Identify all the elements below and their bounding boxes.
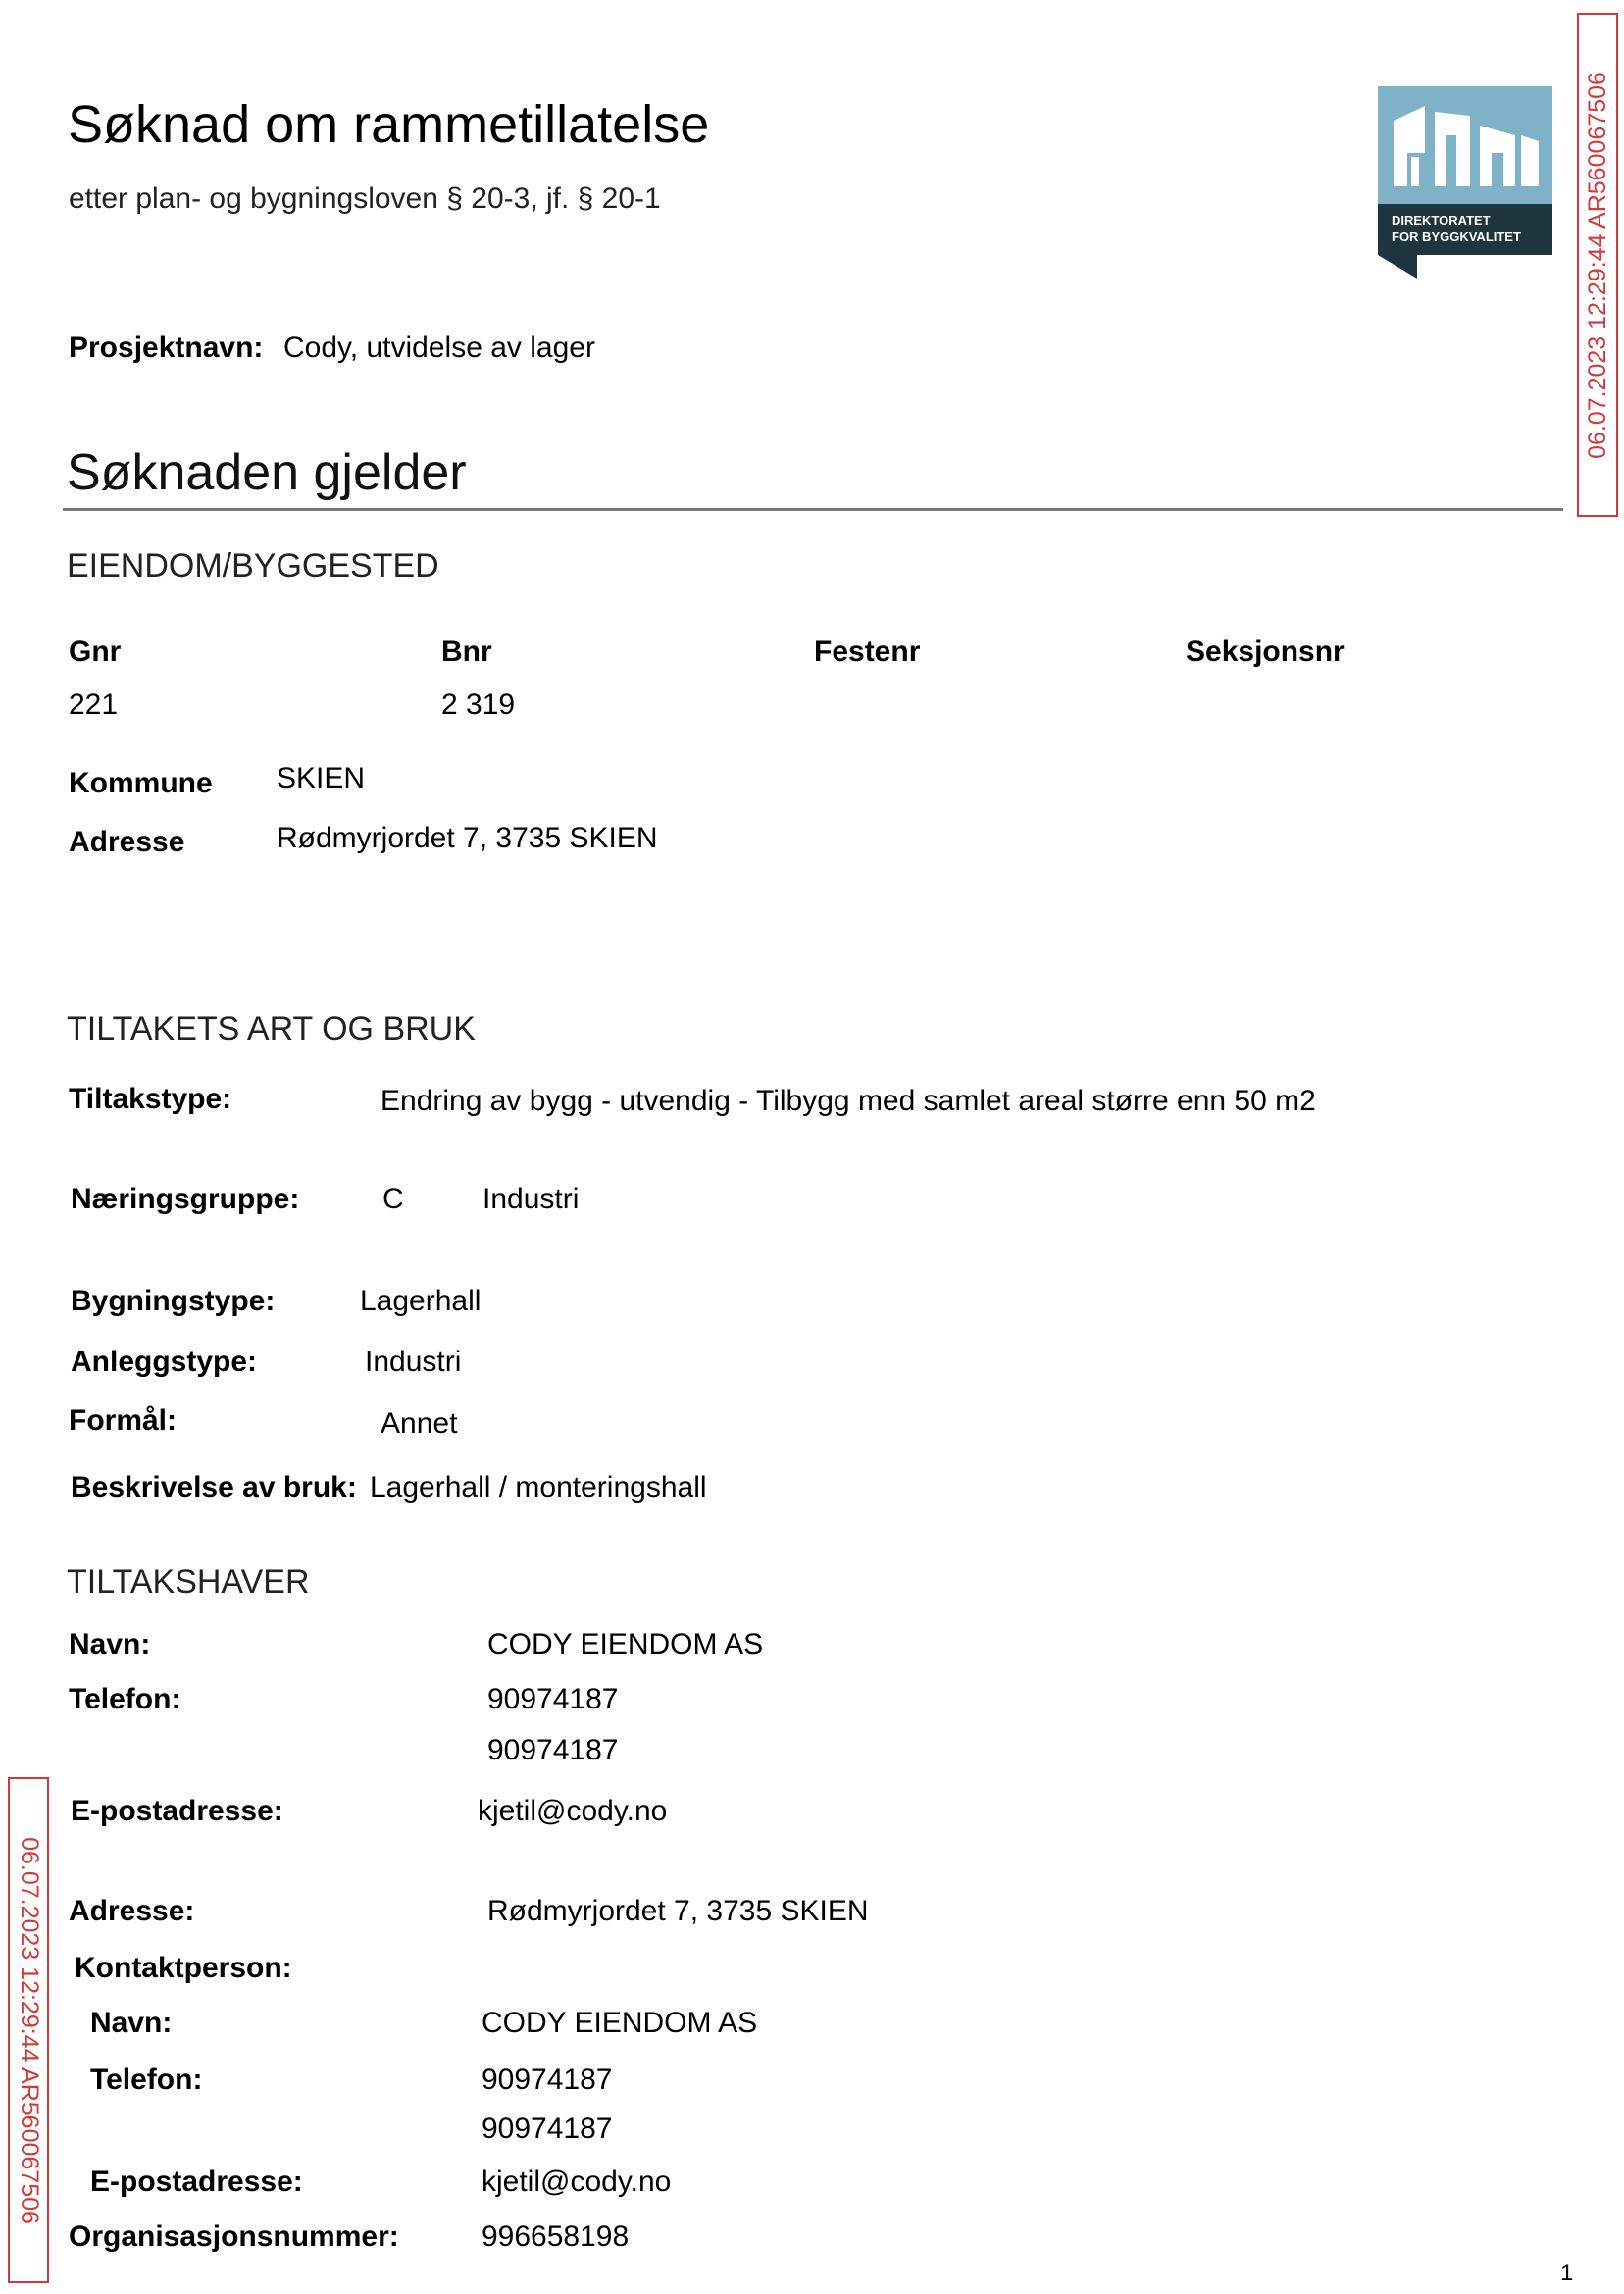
epost-value: kjetil@cody.no (478, 1795, 668, 1827)
bnr-header: Bnr (441, 636, 492, 668)
gnr-header: Gnr (69, 636, 122, 668)
festenr-header: Festenr (814, 636, 921, 668)
dibk-logo (1378, 86, 1552, 279)
naeringsgruppe-value: Industri (482, 1183, 580, 1215)
adresse-value: Rødmyrjordet 7, 3735 SKIEN (277, 822, 658, 854)
anleggstype-label: Anleggstype: (71, 1346, 258, 1378)
kp-telefon-label: Telefon: (90, 2064, 203, 2096)
navn-value: CODY EIENDOM AS (487, 1628, 764, 1660)
eiendom-heading: EIENDOM/BYGGESTED (67, 547, 439, 585)
logo-text-1: DIREKTORATET (1392, 213, 1491, 228)
bygningstype-label: Bygningstype: (71, 1285, 276, 1317)
prosjektnavn-value: Cody, utvidelse av lager (283, 331, 595, 364)
kp-epost-label: E-postadresse: (90, 2166, 303, 2198)
adresse-label: Adresse (69, 826, 185, 858)
section-divider (63, 508, 1563, 511)
bnr-value: 2 319 (441, 688, 516, 721)
logo-tail (1378, 255, 1417, 279)
formal-label: Formål: (69, 1404, 178, 1437)
document-title: Søknad om rammetillatelse (68, 95, 710, 154)
seksjonsnr-header: Seksjonsnr (1186, 636, 1345, 668)
kp-telefon-value-2: 90974187 (482, 2113, 613, 2145)
gnr-value: 221 (69, 688, 119, 721)
naeringsgruppe-code: C (382, 1183, 404, 1215)
kp-navn-value: CODY EIENDOM AS (482, 2007, 758, 2039)
beskrivelse-label: Beskrivelse av bruk: (71, 1471, 357, 1504)
telefon-label: Telefon: (69, 1683, 181, 1715)
kommune-value: SKIEN (277, 762, 366, 794)
orgnr-label: Organisasjonsnummer: (69, 2220, 399, 2253)
timestamp-stamp-right (1577, 13, 1618, 517)
timestamp-stamp-left (8, 1777, 49, 2283)
stamp-text: 06.07.2023 12:29:44 AR560067506 (15, 1836, 43, 2224)
prosjektnavn-label: Prosjektnavn: (69, 331, 264, 364)
orgnr-value: 996658198 (482, 2220, 630, 2253)
page-number: 1 (1560, 2260, 1574, 2286)
kontaktperson-label: Kontaktperson: (75, 1952, 292, 1984)
naeringsgruppe-label: Næringsgruppe: (71, 1183, 300, 1215)
th-adresse-value: Rødmyrjordet 7, 3735 SKIEN (487, 1895, 869, 1927)
formal-value: Annet (381, 1407, 458, 1440)
bygningstype-value: Lagerhall (360, 1285, 482, 1317)
tiltakstype-value: Endring av bygg - utvendig - Tilbygg med samlet areal større enn 50 m2 (381, 1085, 1316, 1117)
tiltakshaver-heading: TILTAKSHAVER (67, 1563, 310, 1601)
anleggstype-value: Industri (365, 1346, 462, 1378)
telefon-value-1: 90974187 (487, 1683, 619, 1715)
kommune-label: Kommune (69, 767, 213, 799)
beskrivelse-value: Lagerhall / monteringshall (370, 1471, 707, 1504)
th-adresse-label: Adresse: (69, 1895, 195, 1927)
kp-telefon-value-1: 90974187 (482, 2064, 613, 2096)
kp-epost-value: kjetil@cody.no (482, 2166, 672, 2198)
logo-text-2: FOR BYGGKVALITET (1392, 229, 1521, 244)
telefon-value-2: 90974187 (487, 1734, 619, 1766)
kp-navn-label: Navn: (90, 2007, 173, 2039)
tiltakstype-label: Tiltakstype: (69, 1083, 232, 1115)
tiltak-heading: TILTAKETS ART OG BRUK (67, 1010, 476, 1047)
document-subtitle: etter plan- og bygningsloven § 20-3, jf. § 20-1 (69, 182, 661, 215)
navn-label: Navn: (69, 1628, 151, 1660)
stamp-text: 06.07.2023 12:29:44 AR560067506 (1583, 71, 1611, 459)
section-title: Søknaden gjelder (67, 444, 467, 501)
epost-label: E-postadresse: (71, 1795, 283, 1827)
